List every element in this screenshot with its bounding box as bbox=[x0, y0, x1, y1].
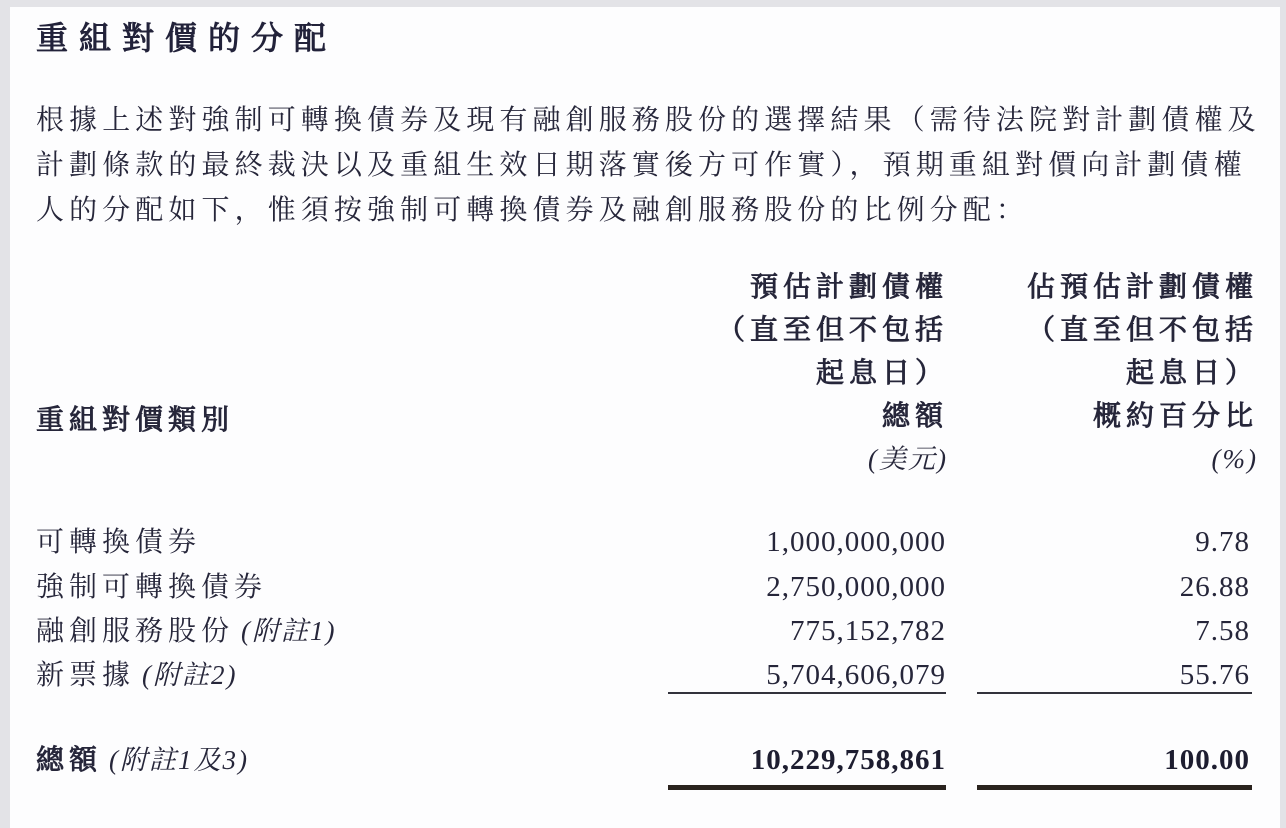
col-header-percentage-line-3: 起息日） bbox=[1125, 358, 1258, 389]
col-header-amount-line-2: （直至但不包括 bbox=[716, 315, 948, 346]
percentage-column-rule bbox=[977, 692, 1252, 694]
row-percentage: 26.88 bbox=[1179, 571, 1250, 603]
row-percentage: 9.78 bbox=[1195, 526, 1250, 558]
intro-paragraph-line-2: 計劃條款的最終裁決以及重組生效日期落實後方可作實），預期重組對價向計劃債權 bbox=[36, 150, 1247, 181]
total-amount: 10,229,758,861 bbox=[750, 744, 946, 776]
page-edge-top bbox=[0, 0, 1286, 7]
page-edge-right bbox=[1280, 0, 1286, 828]
row-category-label: 強制可轉換債券 bbox=[36, 572, 268, 603]
col-header-category: 重組對價類別 bbox=[36, 405, 235, 436]
col-header-percentage-line-4: 概約百分比 bbox=[1092, 401, 1258, 432]
col-header-amount-unit: (美元) bbox=[868, 444, 948, 474]
total-percentage: 100.00 bbox=[1164, 744, 1250, 776]
amount-total-rule bbox=[668, 785, 946, 790]
total-category-label: 總額 bbox=[36, 745, 103, 776]
page-edge-left bbox=[0, 0, 10, 828]
row-amount: 775,152,782 bbox=[790, 615, 946, 647]
col-header-percentage bbox=[912, 266, 1258, 481]
table-row bbox=[0, 570, 1286, 604]
row-category bbox=[36, 570, 274, 605]
col-header-percentage-unit: (%) bbox=[1211, 444, 1258, 474]
total-category-note: (附註1及3) bbox=[109, 745, 249, 775]
col-header-percentage-line-2: （直至但不包括 bbox=[1026, 315, 1258, 346]
percentage-total-rule bbox=[977, 785, 1252, 790]
table-row bbox=[0, 525, 1286, 559]
table-row bbox=[0, 658, 1286, 692]
intro-paragraph-line-3: 人的分配如下，惟須按強制可轉換債券及融創服務股份的比例分配： bbox=[36, 195, 1030, 226]
row-percentage: 55.76 bbox=[1179, 659, 1250, 691]
col-header-amount-line-3: 起息日） bbox=[815, 358, 948, 389]
intro-paragraph-line-1: 根據上述對強制可轉換債券及現有融創服務股份的選擇結果（需待法院對計劃債權及 bbox=[36, 105, 1261, 136]
row-category bbox=[36, 658, 238, 693]
intro-paragraph bbox=[36, 98, 1261, 233]
amount-column-rule bbox=[668, 692, 946, 694]
row-category bbox=[36, 525, 208, 560]
row-category-label: 新票據 bbox=[36, 660, 136, 691]
row-category bbox=[36, 614, 337, 649]
row-category-label: 可轉換債券 bbox=[36, 527, 202, 558]
row-amount: 5,704,606,079 bbox=[766, 659, 946, 691]
total-category bbox=[36, 743, 249, 778]
col-header-amount-line-1: 預估計劃債權 bbox=[749, 272, 948, 303]
page-title: 重組對價的分配 bbox=[36, 20, 338, 56]
row-amount: 1,000,000,000 bbox=[766, 526, 946, 558]
table-total-row bbox=[0, 743, 1286, 777]
col-header-percentage-line-1: 佔預估計劃債權 bbox=[1026, 272, 1258, 303]
row-category-label: 融創服務股份 bbox=[36, 616, 235, 647]
row-category-note: (附註2) bbox=[142, 660, 238, 690]
table-row bbox=[0, 614, 1286, 648]
col-header-amount-line-4: 總額 bbox=[881, 401, 948, 432]
col-header-amount bbox=[602, 266, 948, 481]
row-category-note: (附註1) bbox=[241, 616, 337, 646]
row-percentage: 7.58 bbox=[1195, 615, 1250, 647]
row-amount: 2,750,000,000 bbox=[766, 571, 946, 603]
